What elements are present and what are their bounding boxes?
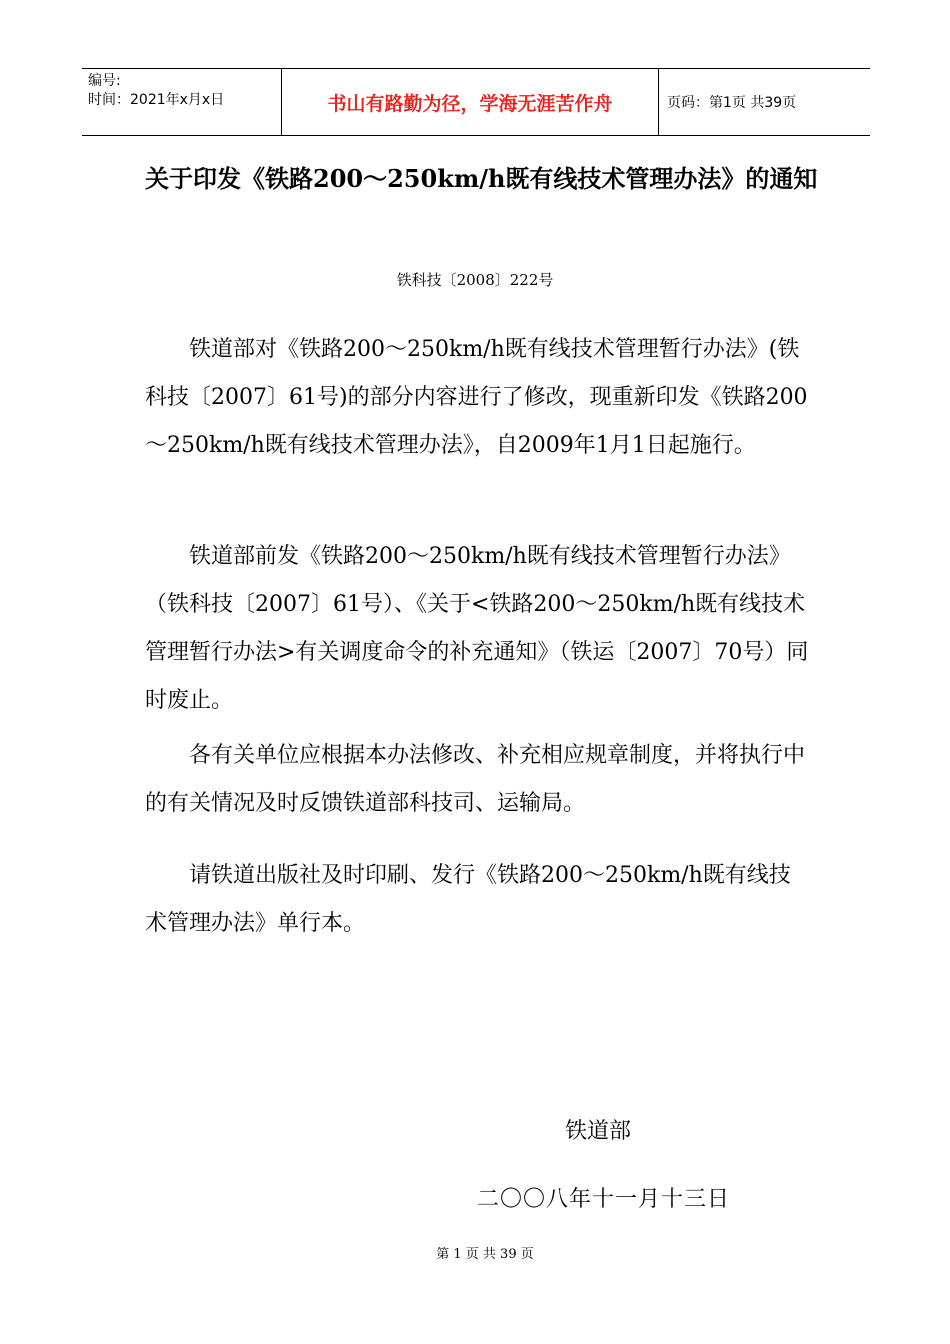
header-number-label: 编号: bbox=[88, 73, 121, 89]
document-title: 关于印发《铁路200～250km/h既有线技术管理办法》的通知 bbox=[145, 164, 818, 193]
paragraph-2: 铁道部前发《铁路200～250km/h既有线技术管理暂行办法》（铁科技〔2007〕61号）、《关于<铁路200～250km/h既有线技术管理暂行办法>有关调度命令的补充通知》（铁运〔2007〕70号）同时废止。 bbox=[145, 544, 809, 713]
document-number: 铁科技〔2008〕222号 bbox=[396, 271, 554, 289]
paragraph-3: 各有关单位应根据本办法修改、补充相应规章制度，并将执行中的有关情况及时反馈铁道部科技司、运输局。 bbox=[145, 743, 806, 816]
signature-date: 二〇〇八年十一月十三日 bbox=[477, 1187, 731, 1212]
paragraph-1: 铁道部对《铁路200～250km/h既有线技术管理暂行办法》(铁科技〔2007〕61号)的部分内容进行了修改，现重新印发《铁路200～250km/h既有线技术管理办法》，自2009年1月1日起施行。 bbox=[145, 337, 808, 458]
page-footer: 第 1 页 共 39 页 bbox=[436, 1247, 534, 1262]
header-motto: 书山有路勤为径，学海无涯苦作舟 bbox=[282, 69, 659, 135]
signature-organization: 铁道部 bbox=[565, 1119, 632, 1144]
header-time-label: 时间：2021年x月x日 bbox=[88, 92, 225, 108]
header-meta-cell bbox=[82, 69, 282, 135]
paragraph-4: 请铁道出版社及时印刷、发行《铁路200～250km/h既有线技术管理办法》单行本。 bbox=[145, 863, 791, 936]
document-header bbox=[82, 68, 870, 136]
header-page-label: 页码：第1页 共39页 bbox=[667, 95, 797, 111]
